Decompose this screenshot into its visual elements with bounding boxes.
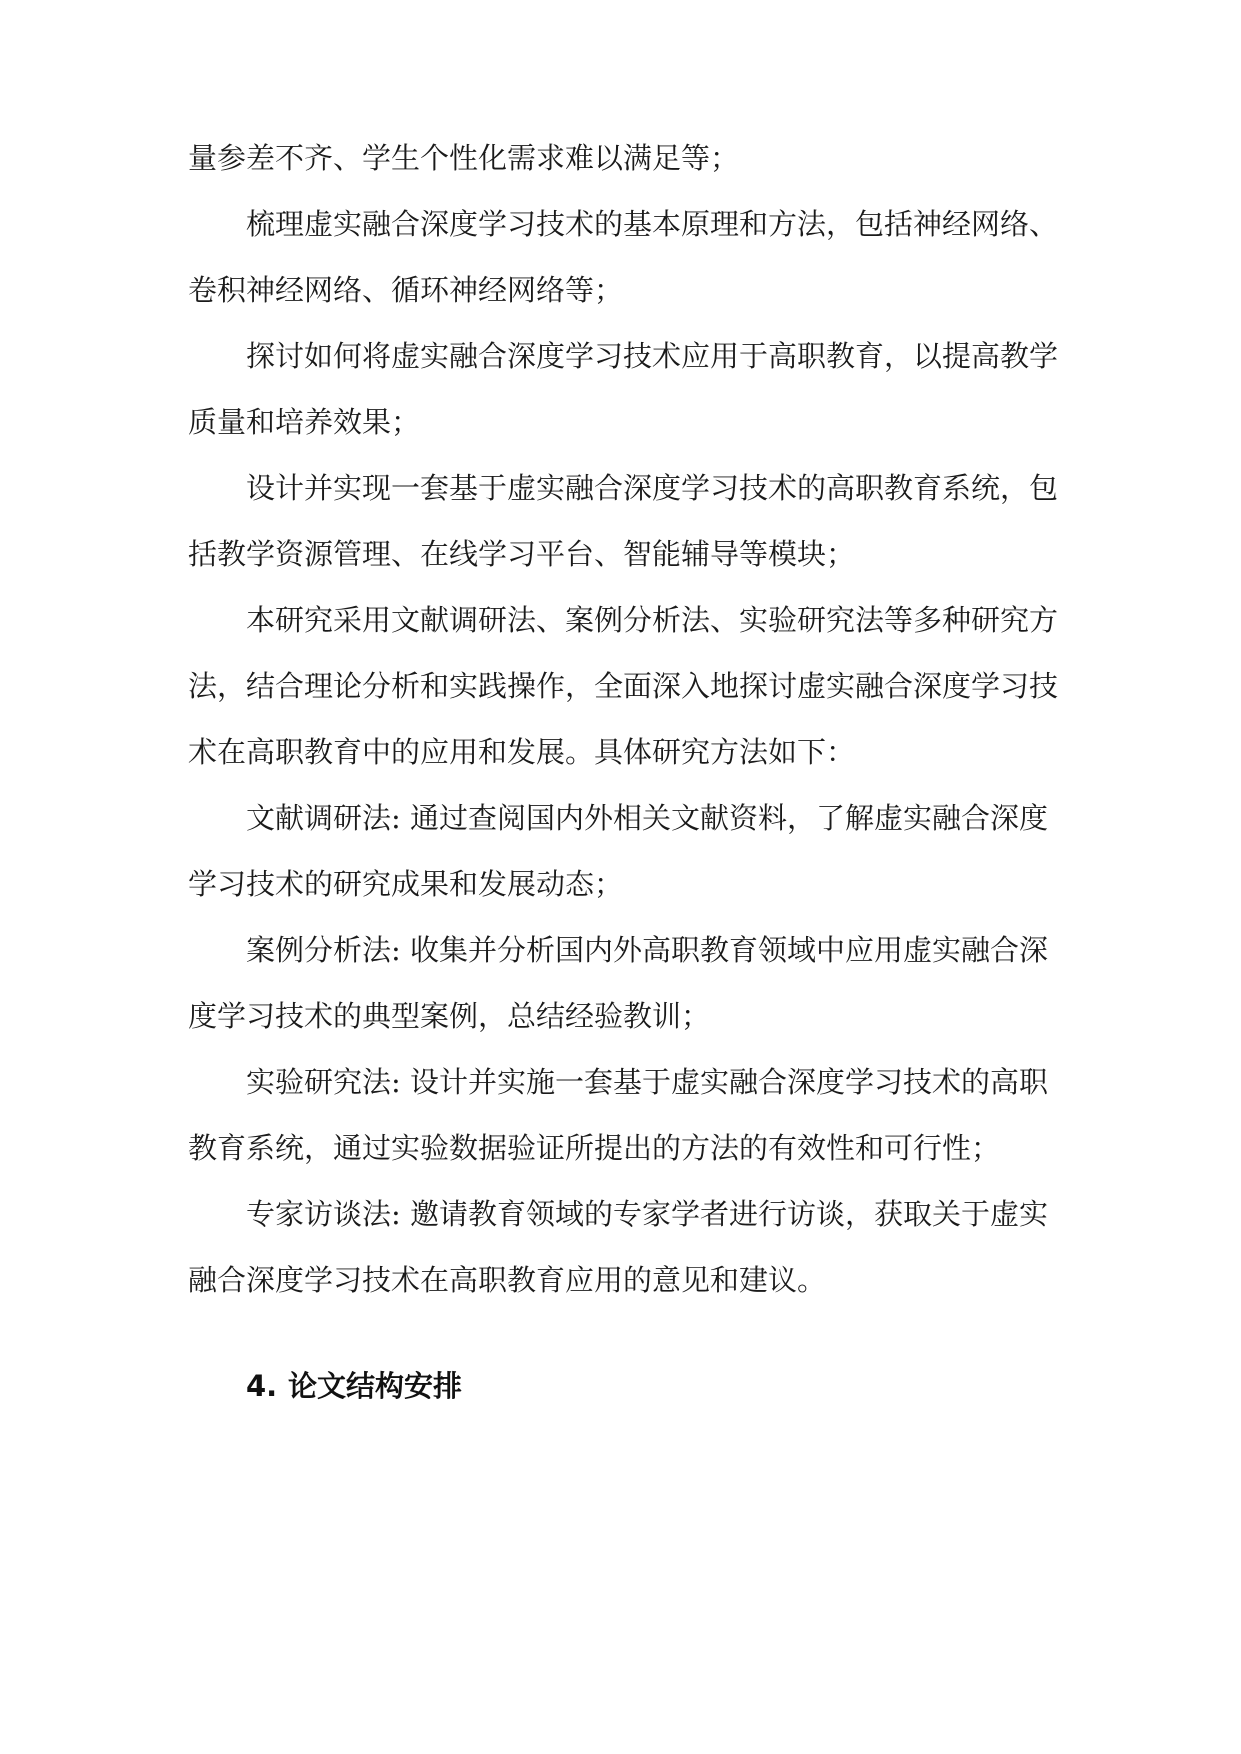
text-line: 专家访谈法: 邀请教育领域的专家学者进行访谈，获取关于虚实	[246, 1197, 1048, 1231]
text-line: 梳理虚实融合深度学习技术的基本原理和方法，包括神经网络、	[246, 207, 1059, 241]
text-line: 实验研究法: 设计并实施一套基于虚实融合深度学习技术的高职	[246, 1065, 1048, 1099]
text-line: 质量和培养效果；	[188, 405, 421, 439]
text-line: 本研究采用文献调研法、案例分析法、实验研究法等多种研究方	[246, 603, 1059, 637]
text-line: 卷积神经网络、循环神经网络等；	[188, 273, 624, 307]
text-line: 案例分析法: 收集并分析国内外高职教育领域中应用虚实融合深	[246, 933, 1048, 967]
text-line: 量参差不齐、学生个性化需求难以满足等；	[188, 141, 740, 175]
text-line: 括教学资源管理、在线学习平台、智能辅导等模块；	[188, 537, 856, 571]
text-line: 融合深度学习技术在高职教育应用的意见和建议。	[188, 1263, 827, 1297]
text-line: 教育系统，通过实验数据验证所提出的方法的有效性和可行性；	[188, 1131, 1001, 1165]
section-title: 论文结构安排	[288, 1369, 463, 1403]
section-number: 4.	[246, 1369, 278, 1403]
text-line: 文献调研法: 通过查阅国内外相关文献资料，了解虚实融合深度	[246, 801, 1048, 835]
text-line: 术在高职教育中的应用和发展。具体研究方法如下：	[188, 735, 856, 769]
section-heading	[246, 1366, 462, 1406]
text-line: 设计并实现一套基于虚实融合深度学习技术的高职教育系统，包	[246, 471, 1059, 505]
text-line: 法，结合理论分析和实践操作，全面深入地探讨虚实融合深度学习技	[188, 669, 1059, 703]
text-line: 学习技术的研究成果和发展动态；	[188, 867, 624, 901]
text-line: 度学习技术的典型案例，总结经验教训；	[188, 999, 711, 1033]
text-line: 探讨如何将虚实融合深度学习技术应用于高职教育，以提高教学	[246, 339, 1059, 373]
